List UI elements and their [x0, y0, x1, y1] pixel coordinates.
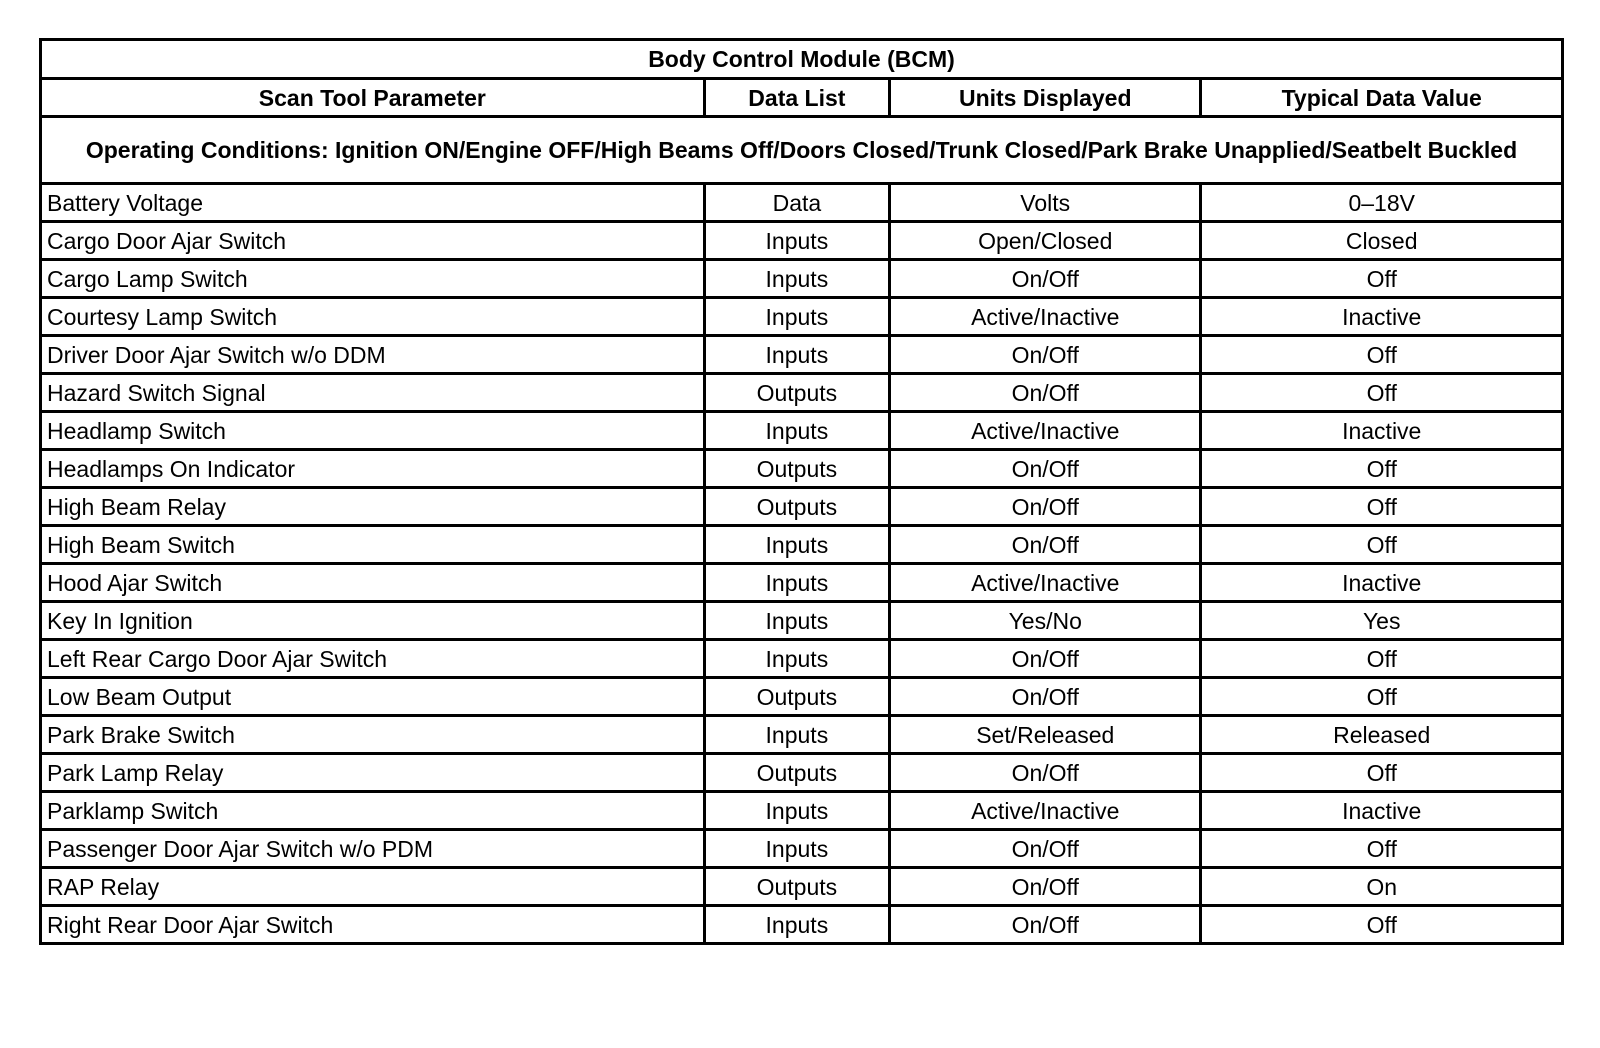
- data-list-cell: Inputs: [704, 298, 889, 336]
- typical-value-cell: Inactive: [1201, 298, 1563, 336]
- parameter-cell: Right Rear Door Ajar Switch: [41, 906, 705, 944]
- typical-value-cell: Off: [1201, 374, 1563, 412]
- data-list-cell: Inputs: [704, 716, 889, 754]
- data-list-cell: Inputs: [704, 602, 889, 640]
- units-cell: On/Off: [890, 830, 1201, 868]
- units-cell: On/Off: [890, 868, 1201, 906]
- typical-value-cell: Off: [1201, 260, 1563, 298]
- typical-value-cell: 0–18V: [1201, 184, 1563, 222]
- data-list-cell: Inputs: [704, 336, 889, 374]
- header-units-displayed: Units Displayed: [890, 79, 1201, 117]
- typical-value-cell: Inactive: [1201, 792, 1563, 830]
- typical-value-cell: Closed: [1201, 222, 1563, 260]
- table-row: [41, 678, 1563, 716]
- parameter-cell: Passenger Door Ajar Switch w/o PDM: [41, 830, 705, 868]
- parameter-cell: Cargo Lamp Switch: [41, 260, 705, 298]
- parameter-cell: Hazard Switch Signal: [41, 374, 705, 412]
- data-list-cell: Outputs: [704, 450, 889, 488]
- data-list-cell: Outputs: [704, 678, 889, 716]
- typical-value-cell: Off: [1201, 678, 1563, 716]
- data-list-cell: Inputs: [704, 526, 889, 564]
- operating-conditions-row: [41, 117, 1563, 184]
- units-cell: Active/Inactive: [890, 412, 1201, 450]
- table-row: [41, 564, 1563, 602]
- table-row: [41, 830, 1563, 868]
- table-row: [41, 640, 1563, 678]
- table-row: [41, 906, 1563, 944]
- data-list-cell: Inputs: [704, 792, 889, 830]
- typical-value-cell: Off: [1201, 526, 1563, 564]
- typical-value-cell: Inactive: [1201, 412, 1563, 450]
- units-cell: On/Off: [890, 260, 1201, 298]
- data-list-cell: Outputs: [704, 868, 889, 906]
- typical-value-cell: Off: [1201, 336, 1563, 374]
- units-cell: On/Off: [890, 640, 1201, 678]
- data-list-cell: Data: [704, 184, 889, 222]
- operating-conditions: Operating Conditions: Ignition ON/Engine OFF/High Beams Off/Doors Closed/Trunk Closed/Park Brake Unapplied/Seatbelt Buckled: [41, 117, 1563, 184]
- bcm-data-table: [39, 38, 1564, 945]
- typical-value-cell: Inactive: [1201, 564, 1563, 602]
- table-row: [41, 222, 1563, 260]
- table-row: [41, 412, 1563, 450]
- data-list-cell: Inputs: [704, 412, 889, 450]
- units-cell: On/Off: [890, 678, 1201, 716]
- parameter-cell: High Beam Switch: [41, 526, 705, 564]
- units-cell: On/Off: [890, 374, 1201, 412]
- units-cell: Active/Inactive: [890, 564, 1201, 602]
- typical-value-cell: Off: [1201, 754, 1563, 792]
- table-row: [41, 450, 1563, 488]
- header-data-list: Data List: [704, 79, 889, 117]
- table-row: [41, 716, 1563, 754]
- units-cell: Volts: [890, 184, 1201, 222]
- table-header-row: [41, 79, 1563, 117]
- units-cell: On/Off: [890, 450, 1201, 488]
- parameter-cell: Left Rear Cargo Door Ajar Switch: [41, 640, 705, 678]
- units-cell: Set/Released: [890, 716, 1201, 754]
- table-row: [41, 792, 1563, 830]
- units-cell: On/Off: [890, 526, 1201, 564]
- data-list-cell: Outputs: [704, 374, 889, 412]
- units-cell: Yes/No: [890, 602, 1201, 640]
- table-row: [41, 336, 1563, 374]
- typical-value-cell: Yes: [1201, 602, 1563, 640]
- table-row: [41, 260, 1563, 298]
- data-list-cell: Inputs: [704, 640, 889, 678]
- parameter-cell: Cargo Door Ajar Switch: [41, 222, 705, 260]
- data-list-cell: Inputs: [704, 564, 889, 602]
- table-title-row: [41, 40, 1563, 79]
- parameter-cell: High Beam Relay: [41, 488, 705, 526]
- typical-value-cell: On: [1201, 868, 1563, 906]
- header-scan-tool-parameter: Scan Tool Parameter: [41, 79, 705, 117]
- parameter-cell: Headlamp Switch: [41, 412, 705, 450]
- typical-value-cell: Released: [1201, 716, 1563, 754]
- units-cell: Active/Inactive: [890, 792, 1201, 830]
- table-body: [41, 184, 1563, 944]
- typical-value-cell: Off: [1201, 830, 1563, 868]
- parameter-cell: Park Lamp Relay: [41, 754, 705, 792]
- table-title: Body Control Module (BCM): [41, 40, 1563, 79]
- units-cell: Open/Closed: [890, 222, 1201, 260]
- parameter-cell: Low Beam Output: [41, 678, 705, 716]
- data-list-cell: Inputs: [704, 830, 889, 868]
- units-cell: On/Off: [890, 336, 1201, 374]
- units-cell: On/Off: [890, 488, 1201, 526]
- parameter-cell: Headlamps On Indicator: [41, 450, 705, 488]
- table-row: [41, 488, 1563, 526]
- parameter-cell: RAP Relay: [41, 868, 705, 906]
- data-list-cell: Inputs: [704, 260, 889, 298]
- typical-value-cell: Off: [1201, 906, 1563, 944]
- parameter-cell: Driver Door Ajar Switch w/o DDM: [41, 336, 705, 374]
- typical-value-cell: Off: [1201, 488, 1563, 526]
- table-row: [41, 602, 1563, 640]
- data-list-cell: Outputs: [704, 754, 889, 792]
- typical-value-cell: Off: [1201, 450, 1563, 488]
- parameter-cell: Battery Voltage: [41, 184, 705, 222]
- table-row: [41, 184, 1563, 222]
- parameter-cell: Parklamp Switch: [41, 792, 705, 830]
- header-typical-data-value: Typical Data Value: [1201, 79, 1563, 117]
- units-cell: On/Off: [890, 754, 1201, 792]
- units-cell: On/Off: [890, 906, 1201, 944]
- table-row: [41, 374, 1563, 412]
- table-row: [41, 298, 1563, 336]
- table-row: [41, 526, 1563, 564]
- typical-value-cell: Off: [1201, 640, 1563, 678]
- parameter-cell: Hood Ajar Switch: [41, 564, 705, 602]
- data-list-cell: Outputs: [704, 488, 889, 526]
- parameter-cell: Courtesy Lamp Switch: [41, 298, 705, 336]
- table-row: [41, 754, 1563, 792]
- units-cell: Active/Inactive: [890, 298, 1201, 336]
- parameter-cell: Park Brake Switch: [41, 716, 705, 754]
- parameter-cell: Key In Ignition: [41, 602, 705, 640]
- data-list-cell: Inputs: [704, 222, 889, 260]
- table-row: [41, 868, 1563, 906]
- data-list-cell: Inputs: [704, 906, 889, 944]
